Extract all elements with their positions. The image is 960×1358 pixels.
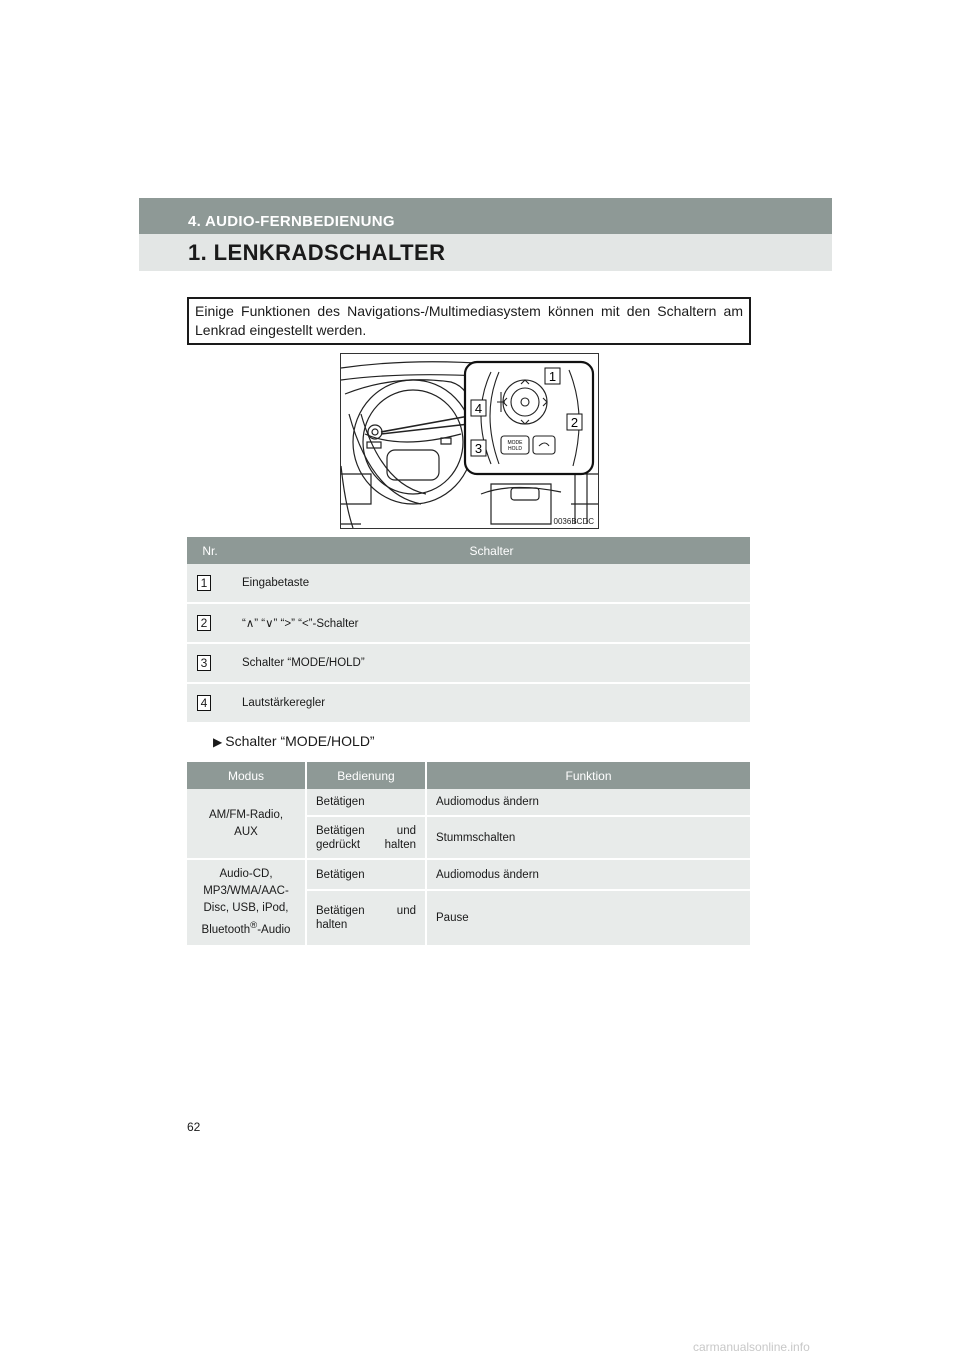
operation: Betätigen und halten [306, 890, 426, 946]
row-number: 2 [197, 615, 211, 631]
header-schalter: Schalter [233, 537, 750, 564]
table-row [187, 603, 750, 643]
page-number: 62 [187, 1120, 201, 1134]
mode-label: MODE [507, 440, 523, 446]
section-label: 4. AUDIO-FERNBEDIENUNG [188, 213, 395, 230]
row-number: 1 [197, 575, 211, 591]
mode-hold-heading-text: Schalter “MODE/HOLD” [225, 733, 375, 749]
callout-3: 3 [474, 441, 483, 456]
mode-table [187, 762, 750, 947]
mode-table-header [187, 762, 750, 789]
callout-4: 4 [474, 401, 483, 416]
watermark: carmanualsonline.info [693, 1340, 810, 1354]
function: Pause [426, 890, 750, 946]
function: Audiomodus ändern [426, 789, 750, 816]
table-row [187, 789, 750, 816]
callout-2: 2 [570, 415, 579, 430]
mode-radio-aux: AM/FM-Radio, AUX [187, 789, 306, 859]
callout-1: 1 [548, 369, 557, 384]
table-row [187, 564, 750, 603]
row-number: 3 [197, 655, 211, 671]
header-modus: Modus [187, 762, 306, 789]
header-funktion: Funktion [426, 762, 750, 789]
triangle-bullet-icon: ▶ [213, 735, 223, 749]
table-row [187, 683, 750, 723]
operation: Betätigen und gedrückt halten [306, 816, 426, 859]
switch-table [187, 537, 750, 724]
switch-table-header [187, 537, 750, 564]
steering-wheel-drawing [341, 354, 598, 528]
intro-box: Einige Funktionen des Navigations-/Multimediasystem können mit den Schaltern am Lenkrad eingestellt werden. [187, 297, 751, 345]
table-row [187, 859, 750, 890]
mode-media: Audio-CD, MP3/WMA/AAC- Disc, USB, iPod, Bluetooth®-Audio [187, 859, 306, 946]
hold-label: HOLD [508, 446, 522, 452]
switch-label: Eingabetaste [233, 564, 750, 603]
function: Audiomodus ändern [426, 859, 750, 890]
operation: Betätigen [306, 789, 426, 816]
row-number: 4 [197, 695, 211, 711]
header-bedienung: Bedienung [306, 762, 426, 789]
mode-hold-heading [213, 733, 375, 749]
table-row [187, 643, 750, 683]
switch-label: “∧” “∨” “>” “<”-Schalter [233, 603, 750, 643]
page-title: 1. LENKRADSCHALTER [188, 240, 446, 265]
steering-wheel-illustration [340, 353, 599, 529]
function: Stummschalten [426, 816, 750, 859]
switch-label: Lautstärkeregler [233, 683, 750, 723]
figure-code: 0036BCDC [553, 517, 594, 526]
header-nr: Nr. [187, 537, 233, 564]
switch-label: Schalter “MODE/HOLD” [233, 643, 750, 683]
operation: Betätigen [306, 859, 426, 890]
